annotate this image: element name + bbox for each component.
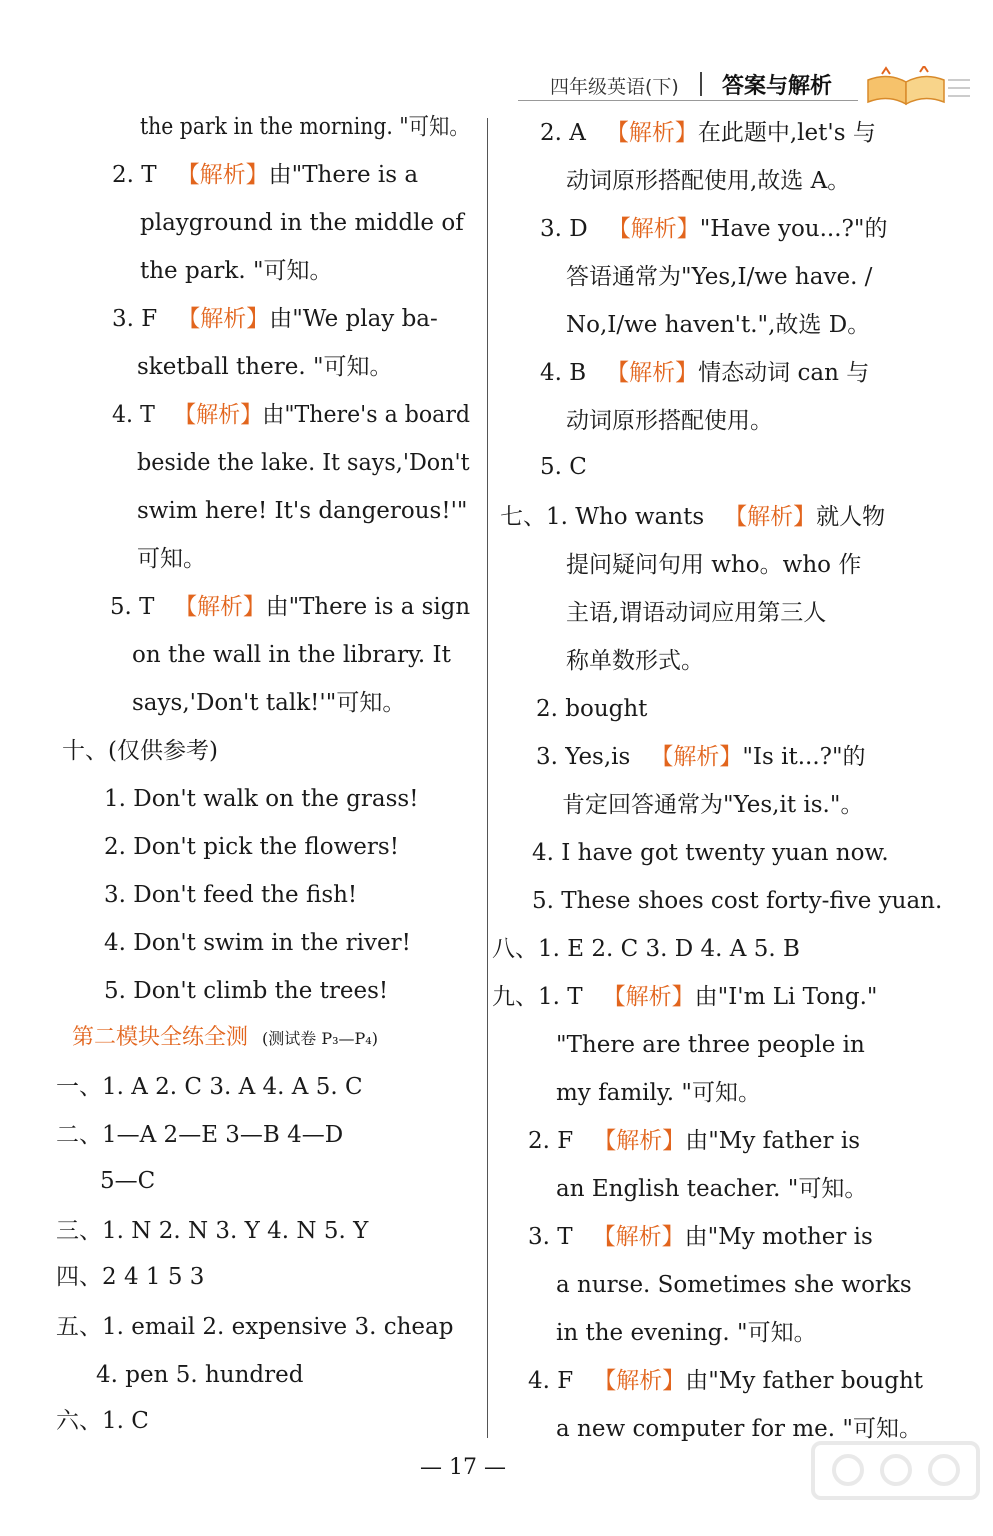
header-title: 答案与解析 xyxy=(722,74,833,99)
answer-text: 二、1—A 2—E 3—B 4—D xyxy=(56,1122,344,1148)
analysis-tag: 【解析】 xyxy=(724,504,817,530)
answer-text: 十、(仅供参考) xyxy=(62,738,218,764)
answer-text: 4. B xyxy=(540,360,587,386)
right-answer-line xyxy=(532,838,889,868)
analysis-tag: 【解析】 xyxy=(592,1224,685,1250)
answer-text: says,'Don't talk!'"可知。 xyxy=(132,690,406,716)
answer-text: the park in the morning. "可知。 xyxy=(140,114,470,140)
left-answer-line xyxy=(140,256,333,286)
answer-text: a nurse. Sometimes she works xyxy=(556,1272,912,1298)
right-answer-line xyxy=(528,1126,860,1156)
right-answer-line xyxy=(540,358,869,388)
answer-text: 动词原形搭配使用,故选 A。 xyxy=(566,168,851,194)
answer-text: 1. Don't walk on the grass! xyxy=(104,786,419,812)
answer-text: 八、1. E 2. C 3. D 4. A 5. B xyxy=(492,936,800,962)
right-answer-line xyxy=(492,982,878,1012)
answer-text: 5. T xyxy=(110,594,155,620)
right-answer-line xyxy=(566,550,861,580)
answer-text: 2. A xyxy=(540,120,586,146)
header-rule xyxy=(518,100,858,101)
answer-text: 2. bought xyxy=(536,696,648,722)
analysis-tag: 【解析】 xyxy=(650,744,743,770)
answer-text: 3. T xyxy=(528,1224,573,1250)
analysis-tag: 【解析】 xyxy=(174,594,266,620)
answer-text: 六、1. C xyxy=(56,1408,149,1434)
right-answer-line xyxy=(556,1270,912,1300)
left-answer-line xyxy=(140,208,464,238)
right-answer-line xyxy=(566,598,826,628)
left-answer-line xyxy=(104,784,418,814)
analysis-text: 由"I'm Li Tong." xyxy=(694,984,878,1010)
answer-text: 四、2 4 1 5 3 xyxy=(56,1264,205,1290)
answer-text: 可知。 xyxy=(137,546,206,572)
right-answer-line xyxy=(536,742,866,772)
left-answer-line xyxy=(112,400,470,430)
left-answer-line xyxy=(137,496,468,526)
left-answer-line xyxy=(112,304,438,334)
left-answer-line xyxy=(56,1120,343,1150)
analysis-text: "Is it...?"的 xyxy=(742,744,866,770)
analysis-tag: 【解析】 xyxy=(176,162,269,188)
left-answer-line xyxy=(104,976,388,1006)
left-answer-line xyxy=(56,1312,453,1342)
answer-text: 4. T xyxy=(112,402,155,428)
right-answer-line xyxy=(536,694,647,724)
analysis-tag: 【解析】 xyxy=(606,360,699,386)
section-title: 第二模块全练全测 xyxy=(72,1025,249,1050)
header-separator xyxy=(700,72,702,96)
left-answer-line xyxy=(72,1022,378,1054)
right-answer-line xyxy=(532,886,942,916)
answer-text: 提问疑问句用 who。who 作 xyxy=(566,552,862,578)
right-answer-line xyxy=(528,1366,923,1396)
answer-text: 动词原形搭配使用。 xyxy=(566,408,773,434)
right-answer-line xyxy=(500,502,885,532)
analysis-text: 由"My father bought xyxy=(685,1368,924,1394)
answer-text: 3. D xyxy=(540,216,588,242)
left-answer-line xyxy=(62,736,218,766)
answer-text: 七、1. Who wants xyxy=(500,504,705,530)
test-paper-reference: (测试卷 P₃—P₄) xyxy=(262,1029,378,1048)
left-answer-line xyxy=(104,832,399,862)
left-answer-line xyxy=(56,1262,204,1292)
answer-text: beside the lake. It says,'Don't xyxy=(137,450,470,476)
answer-text: 5. These shoes cost forty-five yuan. xyxy=(532,888,943,914)
analysis-text: 由"There is a xyxy=(268,162,419,188)
answer-text: "There are three people in xyxy=(556,1032,865,1058)
right-answer-line xyxy=(566,310,870,340)
left-answer-line xyxy=(137,448,470,478)
left-answer-line xyxy=(96,1360,303,1390)
analysis-text: 情态动词 can 与 xyxy=(698,360,870,386)
analysis-text: 在此题中,let's 与 xyxy=(697,120,876,146)
left-answer-line xyxy=(56,1216,368,1246)
analysis-tag: 【解析】 xyxy=(602,984,695,1010)
analysis-text: 由"There is a sign xyxy=(265,594,471,620)
left-answer-line xyxy=(104,928,411,958)
left-answer-line xyxy=(137,352,393,382)
answer-text: in the evening. "可知。 xyxy=(556,1320,817,1346)
answer-text: 2. F xyxy=(528,1128,574,1154)
answer-text: 九、1. T xyxy=(492,984,583,1010)
open-book-icon xyxy=(862,66,972,108)
answer-text: 3. F xyxy=(112,306,158,332)
left-answer-line xyxy=(132,640,451,670)
right-answer-line xyxy=(540,452,587,482)
answer-text: a new computer for me. "可知。 xyxy=(556,1416,922,1442)
right-answer-line xyxy=(562,790,863,820)
left-answer-line xyxy=(110,592,470,622)
answer-text: 称单数形式。 xyxy=(566,648,704,674)
column-divider xyxy=(487,118,488,1438)
answer-text: 一、1. A 2. C 3. A 4. A 5. C xyxy=(56,1074,363,1100)
page-number: — 17 — xyxy=(420,1455,506,1480)
analysis-tag: 【解析】 xyxy=(593,1368,686,1394)
answer-text: 4. pen 5. hundred xyxy=(96,1362,304,1388)
answer-text: on the wall in the library. It xyxy=(132,642,451,668)
answer-text: 答语通常为"Yes,I/we have. / xyxy=(566,264,873,290)
answer-text: 5—C xyxy=(100,1168,156,1194)
right-answer-line xyxy=(566,166,850,196)
right-answer-line xyxy=(540,214,887,244)
right-answer-line xyxy=(492,934,800,964)
answer-text: 5. C xyxy=(540,454,587,480)
left-answer-line xyxy=(140,112,470,142)
answer-text: playground in the middle of xyxy=(140,210,464,236)
right-answer-line xyxy=(556,1174,867,1204)
right-answer-line xyxy=(556,1030,865,1060)
answer-text: an English teacher. "可知。 xyxy=(556,1176,868,1202)
answer-text: swim here! It's dangerous!'" xyxy=(137,498,468,524)
left-answer-line xyxy=(56,1406,149,1436)
right-answer-line xyxy=(556,1078,761,1108)
watermark-logo-icon xyxy=(808,1438,983,1528)
analysis-tag: 【解析】 xyxy=(174,402,263,428)
answer-text: 2. Don't pick the flowers! xyxy=(104,834,399,860)
analysis-text: "Have you...?"的 xyxy=(699,216,888,242)
analysis-text: 由"My father is xyxy=(685,1128,861,1154)
answer-text: 3. Don't feed the fish! xyxy=(104,882,358,908)
right-answer-line xyxy=(566,262,872,292)
right-answer-line xyxy=(528,1222,873,1252)
left-answer-line xyxy=(104,880,357,910)
right-answer-line xyxy=(556,1318,817,1348)
left-answer-line xyxy=(112,160,418,190)
left-answer-line xyxy=(137,544,206,574)
answer-text: sketball there. "可知。 xyxy=(137,354,393,380)
analysis-text: 就人物 xyxy=(816,504,886,530)
answer-text: 4. Don't swim in the river! xyxy=(104,930,411,956)
answer-text: 主语,谓语动词应用第三人 xyxy=(566,600,827,626)
answer-text: the park. "可知。 xyxy=(140,258,333,284)
analysis-text: 由"We play ba- xyxy=(269,306,438,332)
analysis-tag: 【解析】 xyxy=(605,120,698,146)
answer-text: No,I/we haven't.",故选 D。 xyxy=(566,312,871,338)
answer-text: 三、1. N 2. N 3. Y 4. N 5. Y xyxy=(56,1218,369,1244)
answer-text: 4. I have got twenty yuan now. xyxy=(532,840,889,866)
analysis-tag: 【解析】 xyxy=(607,216,700,242)
answer-text: 2. T xyxy=(112,162,157,188)
right-answer-line xyxy=(566,406,773,436)
analysis-tag: 【解析】 xyxy=(593,1128,686,1154)
analysis-text: 由"There's a board xyxy=(262,402,471,428)
answer-text: my family. "可知。 xyxy=(556,1080,762,1106)
analysis-text: 由"My mother is xyxy=(684,1224,873,1250)
answer-text: 3. Yes,is xyxy=(536,744,631,770)
left-answer-line xyxy=(132,688,405,718)
answer-text: 肯定回答通常为"Yes,it is."。 xyxy=(562,792,864,818)
right-answer-line xyxy=(566,646,704,676)
right-answer-line xyxy=(540,118,876,148)
answer-text: 五、1. email 2. expensive 3. cheap xyxy=(56,1314,454,1340)
header-subject: 四年级英语(下) xyxy=(550,76,679,98)
analysis-tag: 【解析】 xyxy=(177,306,270,332)
answer-text: 4. F xyxy=(528,1368,574,1394)
answer-text: 5. Don't climb the trees! xyxy=(104,978,389,1004)
left-answer-line xyxy=(100,1166,155,1196)
page-header xyxy=(510,66,980,110)
left-answer-line xyxy=(56,1072,363,1102)
